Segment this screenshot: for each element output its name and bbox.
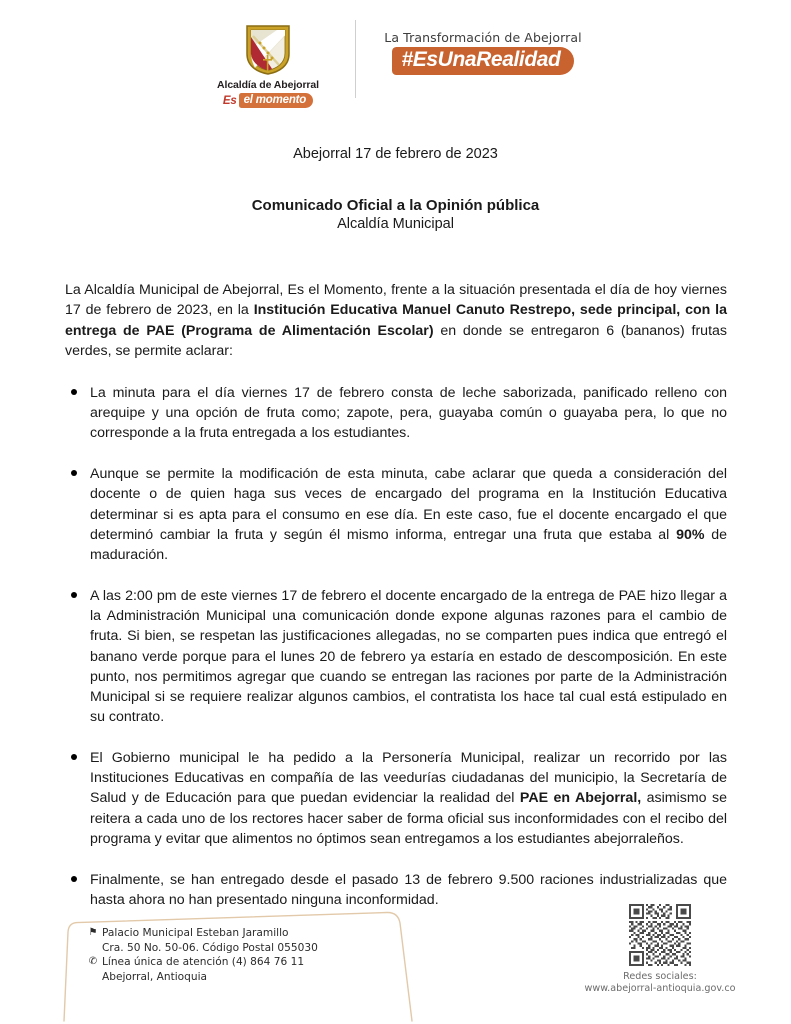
footer-address-line-1: Palacio Municipal Esteban Jaramillo [102,927,289,939]
intro-bold-1: Institución Educativa Manuel Canuto Restrepo, sede principal, con la entrega de PAE (Programa de Alimentación Escolar) [65,302,727,339]
intro-paragraph [65,280,727,361]
bullet-dot-icon [71,592,77,598]
clarification-list [65,383,727,910]
slogan-badge [223,93,313,108]
footer-address-row [88,926,318,941]
footer-phone-line: Línea única de atención (4) 864 76 11 [102,956,305,969]
brand-campaign [378,20,588,108]
list-item [65,464,727,565]
bullet-personeria-bold: PAE en Abejorral, [519,790,642,807]
document-date: Abejorral 17 de febrero de 2023 [293,146,498,162]
header-inner [203,20,588,108]
campaign-hashtag: #EsUnaRealidad [392,47,575,75]
campaign-tagline: La Transformación de Abejorral [384,30,582,45]
footer-contact-block [88,926,318,984]
brand-alcaldia [203,20,333,108]
qr-caption-url: www.abejorral-antioquia.gov.co [584,983,736,995]
qr-caption-label: Redes sociales: [623,971,697,982]
brand-name-label: Alcaldía de Abejorral [217,79,319,91]
phone-icon: ✆ [88,956,98,968]
bullet-raciones-text: Finalmente, se han entregado desde el pasado 13 de febrero 9.500 raciones industrializadas que hasta ahora no han presentado ninguna inconformidad. [90,871,727,909]
bullet-minuta-text: La minuta para el día viernes 17 de febrero consta de leche saborizada, panificado relleno con arequipe y una opción de fruta como; zapote, pera, guayaba común o guayaba pera, lo que no corresponde a la fruta entregada a los estudiantes. [90,384,727,442]
page-title [0,197,791,232]
document-header [0,20,791,120]
slogan-pill-label: el momento [239,93,314,108]
footer-address-line-2-row [88,941,318,956]
bullet-dot-icon [71,470,77,476]
bullet-dot-icon [71,389,77,395]
qr-code-icon [629,904,691,966]
footer-address-line-2: Cra. 50 No. 50-06. Código Postal 055030 [102,941,318,954]
footer-city-row [88,970,318,985]
intro-part-2: en donde se entregaron 6 (bananos) frutas verdes, se permite aclarar: [65,322,727,359]
bullet-modificacion-bold: 90% [676,526,705,543]
list-item [65,383,727,443]
bullet-personeria-part-1: El Gobierno municipal le ha pedido a la Personería Municipal, realizar un recorrido por las Instituciones Educativas en compañía de las veedurías ciudadanas del municipio, la Secretaría de Salud y de Educación para que puedan evidenciar la realidad del [90,750,727,807]
bullet-modificacion-part-1: Aunque se permite la modificación de esta minuta, cabe aclarar que queda a consideración del docente o de quien haga sus veces de encargado del programa en la Institución Educativa determinar si es apta para el consumo en ese día. En este caso, fue el docente encargado el que determinó cambiar la fruta y según él mismo informa, entregar una fruta que estaba al [90,466,727,543]
list-item [65,586,727,727]
bullet-modificacion-part-2: de maduración. [90,526,727,563]
bullet-dot-icon [71,876,77,882]
coat-of-arms-icon [245,24,291,76]
list-item [65,748,727,849]
slogan-prefix: Es [222,94,237,107]
qr-caption [585,971,736,996]
intro-part-1: La Alcaldía Municipal de Abejorral, Es el Momento, frente a la situación presentada el día de hoy viernes 17 de febrero de 2023, en la [65,282,727,319]
title-subtitle: Alcaldía Municipal [337,216,454,232]
document-body [65,266,727,931]
document-footer [0,898,791,1024]
location-pin-icon: ⚑ [88,927,98,938]
bullet-dot-icon [71,754,77,760]
bullet-personeria-part-2: asimismo se reitera a cada uno de los rectores hacer saber de forma oficial sus inconformidades con el recibo del programa y evitar que alimentos no óptimos sean entregamos a los estudiantes abejorraleños. [90,790,727,847]
footer-phone-row [88,955,318,970]
footer-qr-block [545,904,775,996]
bullet-comunicacion-text: A las 2:00 pm de este viernes 17 de febrero el docente encargado de la entrega de PAE hizo llegar a la Administración Municipal una comunicación donde expone algunas razones para el cambio de fruta. Si bien, se respetan las justificaciones allegadas, no se comparten pues indica que entregó el banano verde porque para el lunes 20 de febrero ya estaría en estado de descomposición. En este punto, nos permitimos agregar que cuando se entregan las raciones por parte de la Administración Municipal si se requiere realizar algunos cambios, el contratista los hace tal cual está estipulado en su contrato. [90,588,727,725]
header-divider [355,20,356,98]
title-main: Comunicado Oficial a la Opinión pública [251,197,540,214]
footer-city-line: Abejorral, Antioquia [102,970,208,983]
